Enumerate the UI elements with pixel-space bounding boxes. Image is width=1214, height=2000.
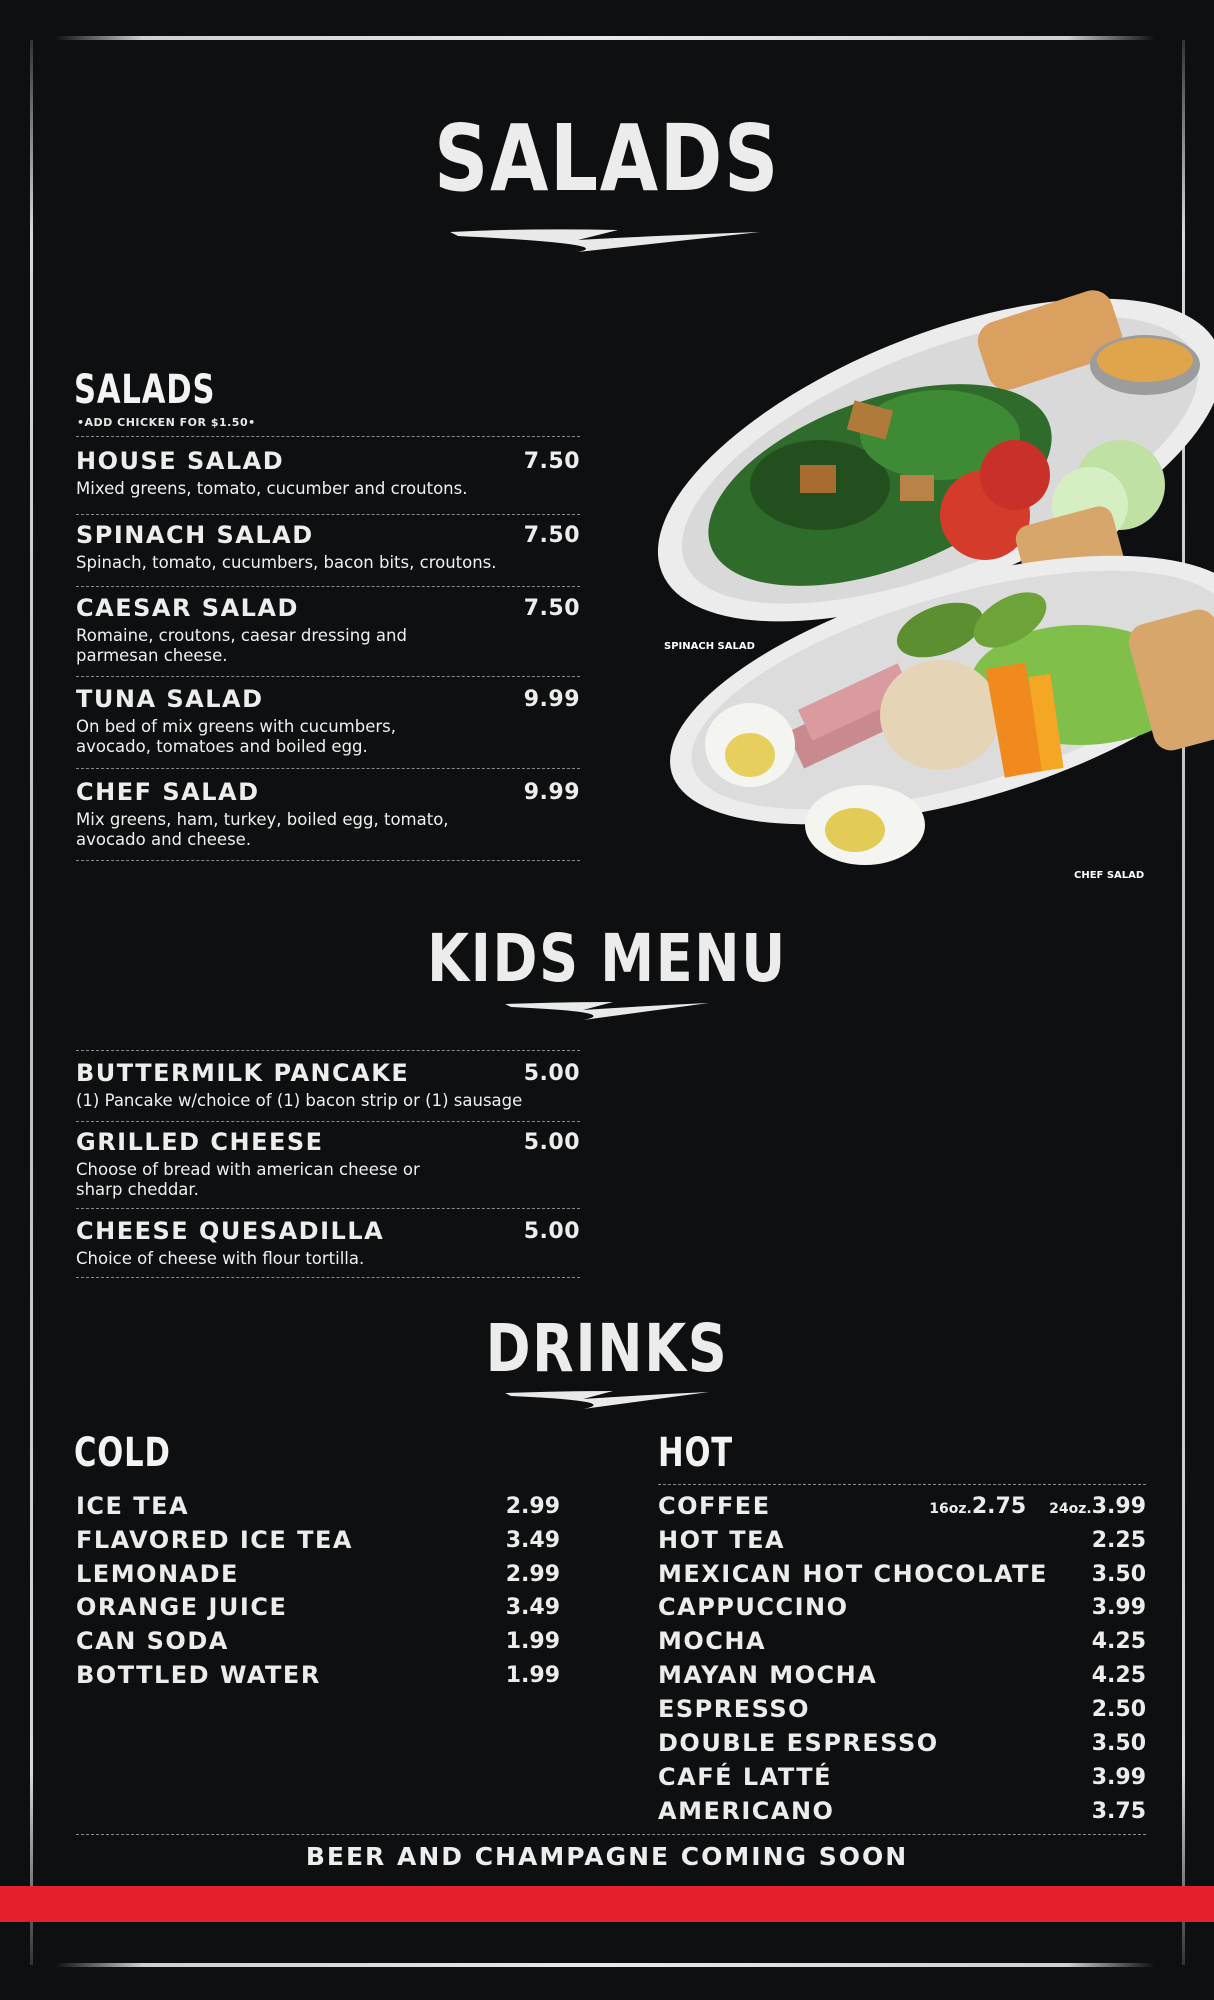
kids-item [76,1120,580,1209]
kids-item [76,1208,580,1278]
hot-drinks-divider [658,1484,1146,1485]
cold-drink-row [76,1661,560,1695]
hot-drink-row [658,1797,1146,1831]
drink-price: 2.25 [1091,1528,1146,1553]
drink-price: 2.99 [505,1562,560,1587]
drinks-title: DRINKS [485,1310,729,1387]
cold-drink-row [76,1526,560,1560]
drink-price: 3.50 [1091,1731,1146,1756]
drink-name: CAPPUCCINO [658,1593,849,1621]
item-price: 9.99 [523,780,580,805]
coffee-prices [929,1494,1146,1519]
item-name: CHEESE QUESADILLA [76,1217,385,1245]
drink-name: ORANGE JUICE [76,1593,288,1621]
item-description: Mixed greens, tomato, cucumber and croutons. [76,479,468,498]
salads-section-label: SALADS [74,367,216,413]
drink-price: 4.25 [1091,1629,1146,1654]
drink-price: 2.50 [1091,1697,1146,1722]
drink-name: LEMONADE [76,1560,239,1588]
drink-price: 3.75 [1091,1799,1146,1824]
cold-drinks-label: COLD [74,1430,171,1476]
item-name: SPINACH SALAD [76,521,314,549]
kids-title-underline [503,996,713,1026]
hot-drinks-label: HOT [658,1430,734,1476]
drink-price: 3.49 [505,1528,560,1553]
item-description: Mix greens, ham, turkey, boiled egg, tomato, avocado and cheese. [76,810,449,849]
drink-price: 3.99 [1091,1595,1146,1620]
salads-title: SALADS [434,105,780,212]
coming-soon-notice: BEER AND CHAMPAGNE COMING SOON [305,1842,909,1871]
salad-photo [640,285,1214,885]
red-accent-band [0,1886,1214,1922]
drink-price: 3.50 [1091,1562,1146,1587]
drink-name: ICE TEA [76,1492,190,1520]
hot-drink-row [658,1560,1146,1594]
item-name: HOUSE SALAD [76,447,285,475]
item-description: Romaine, croutons, caesar dressing and parmesan cheese. [76,626,407,665]
kids-menu-title: KIDS MENU [427,920,787,997]
drink-name: AMERICANO [658,1797,835,1825]
cold-drink-row [76,1492,560,1526]
coffee-size-large: 24oz. [1049,1501,1092,1517]
item-description: Spinach, tomato, cucumbers, bacon bits, croutons. [76,553,497,572]
frame-bottom-line [55,1963,1155,1967]
salad-item [76,586,580,677]
coffee-size-small: 16oz. [929,1501,972,1517]
coffee-price-small: 2.75 [971,1494,1027,1519]
drinks-title-underline [503,1385,713,1415]
cold-drink-row [76,1627,560,1661]
drink-price: 2.99 [505,1494,560,1519]
item-description: Choose of bread with american cheese or sharp cheddar. [76,1160,420,1199]
item-name: GRILLED CHEESE [76,1128,324,1156]
footer-divider [76,1834,1146,1835]
drink-name: CAFÉ LATTÉ [658,1763,833,1791]
item-name: CHEF SALAD [76,778,260,806]
item-price: 9.99 [523,687,580,712]
drink-price: 3.49 [505,1595,560,1620]
hot-drink-row-coffee [658,1492,1146,1526]
hot-drink-row [658,1661,1146,1695]
drink-name: HOT TEA [658,1526,786,1554]
drink-name: ESPRESSO [658,1695,811,1723]
item-name: CAESAR SALAD [76,594,299,622]
drink-name: MAYAN MOCHA [658,1661,878,1689]
salad-item [76,768,580,861]
drink-price: 1.99 [505,1663,560,1688]
salad-item [76,513,580,587]
hot-drink-row [658,1526,1146,1560]
drink-price: 1.99 [505,1629,560,1654]
item-price: 7.50 [523,449,580,474]
salad-item [76,676,580,769]
drink-name: MOCHA [658,1627,767,1655]
item-price: 7.50 [523,596,580,621]
item-name: TUNA SALAD [76,685,264,713]
drink-name: MEXICAN HOT CHOCOLATE [658,1560,1048,1588]
item-price: 5.00 [523,1061,580,1086]
hot-drink-row [658,1729,1146,1763]
item-price: 5.00 [523,1130,580,1155]
salads-title-underline [448,222,768,262]
cold-drink-row [76,1560,560,1594]
drink-name: COFFEE [658,1492,771,1520]
salads-chicken-note: •ADD CHICKEN FOR $1.50• [77,416,256,429]
item-description: Choice of cheese with flour tortilla. [76,1249,365,1268]
hot-drink-row [658,1593,1146,1627]
drink-name: CAN SODA [76,1627,229,1655]
drink-price: 3.99 [1091,1765,1146,1790]
drink-price: 4.25 [1091,1663,1146,1688]
drink-name: FLAVORED ICE TEA [76,1526,353,1554]
hot-drink-row [658,1695,1146,1729]
cold-drink-row [76,1593,560,1627]
frame-left-line [30,40,33,1965]
drink-name: BOTTLED WATER [76,1661,321,1689]
item-price: 5.00 [523,1219,580,1244]
coffee-price-large: 3.99 [1091,1494,1146,1519]
kids-item [76,1050,580,1122]
salad-item [76,436,580,515]
item-name: BUTTERMILK PANCAKE [76,1059,410,1087]
item-description: (1) Pancake w/choice of (1) bacon strip or (1) sausage [76,1091,523,1110]
drink-name: DOUBLE ESPRESSO [658,1729,939,1757]
hot-drink-row [658,1763,1146,1797]
spinach-salad-caption: SPINACH SALAD [664,641,755,652]
hot-drink-row [658,1627,1146,1661]
chef-salad-caption: CHEF SALAD [1074,870,1145,881]
item-description: On bed of mix greens with cucumbers, avocado, tomatoes and boiled egg. [76,717,396,756]
item-price: 7.50 [523,523,580,548]
frame-top-line [55,36,1155,40]
